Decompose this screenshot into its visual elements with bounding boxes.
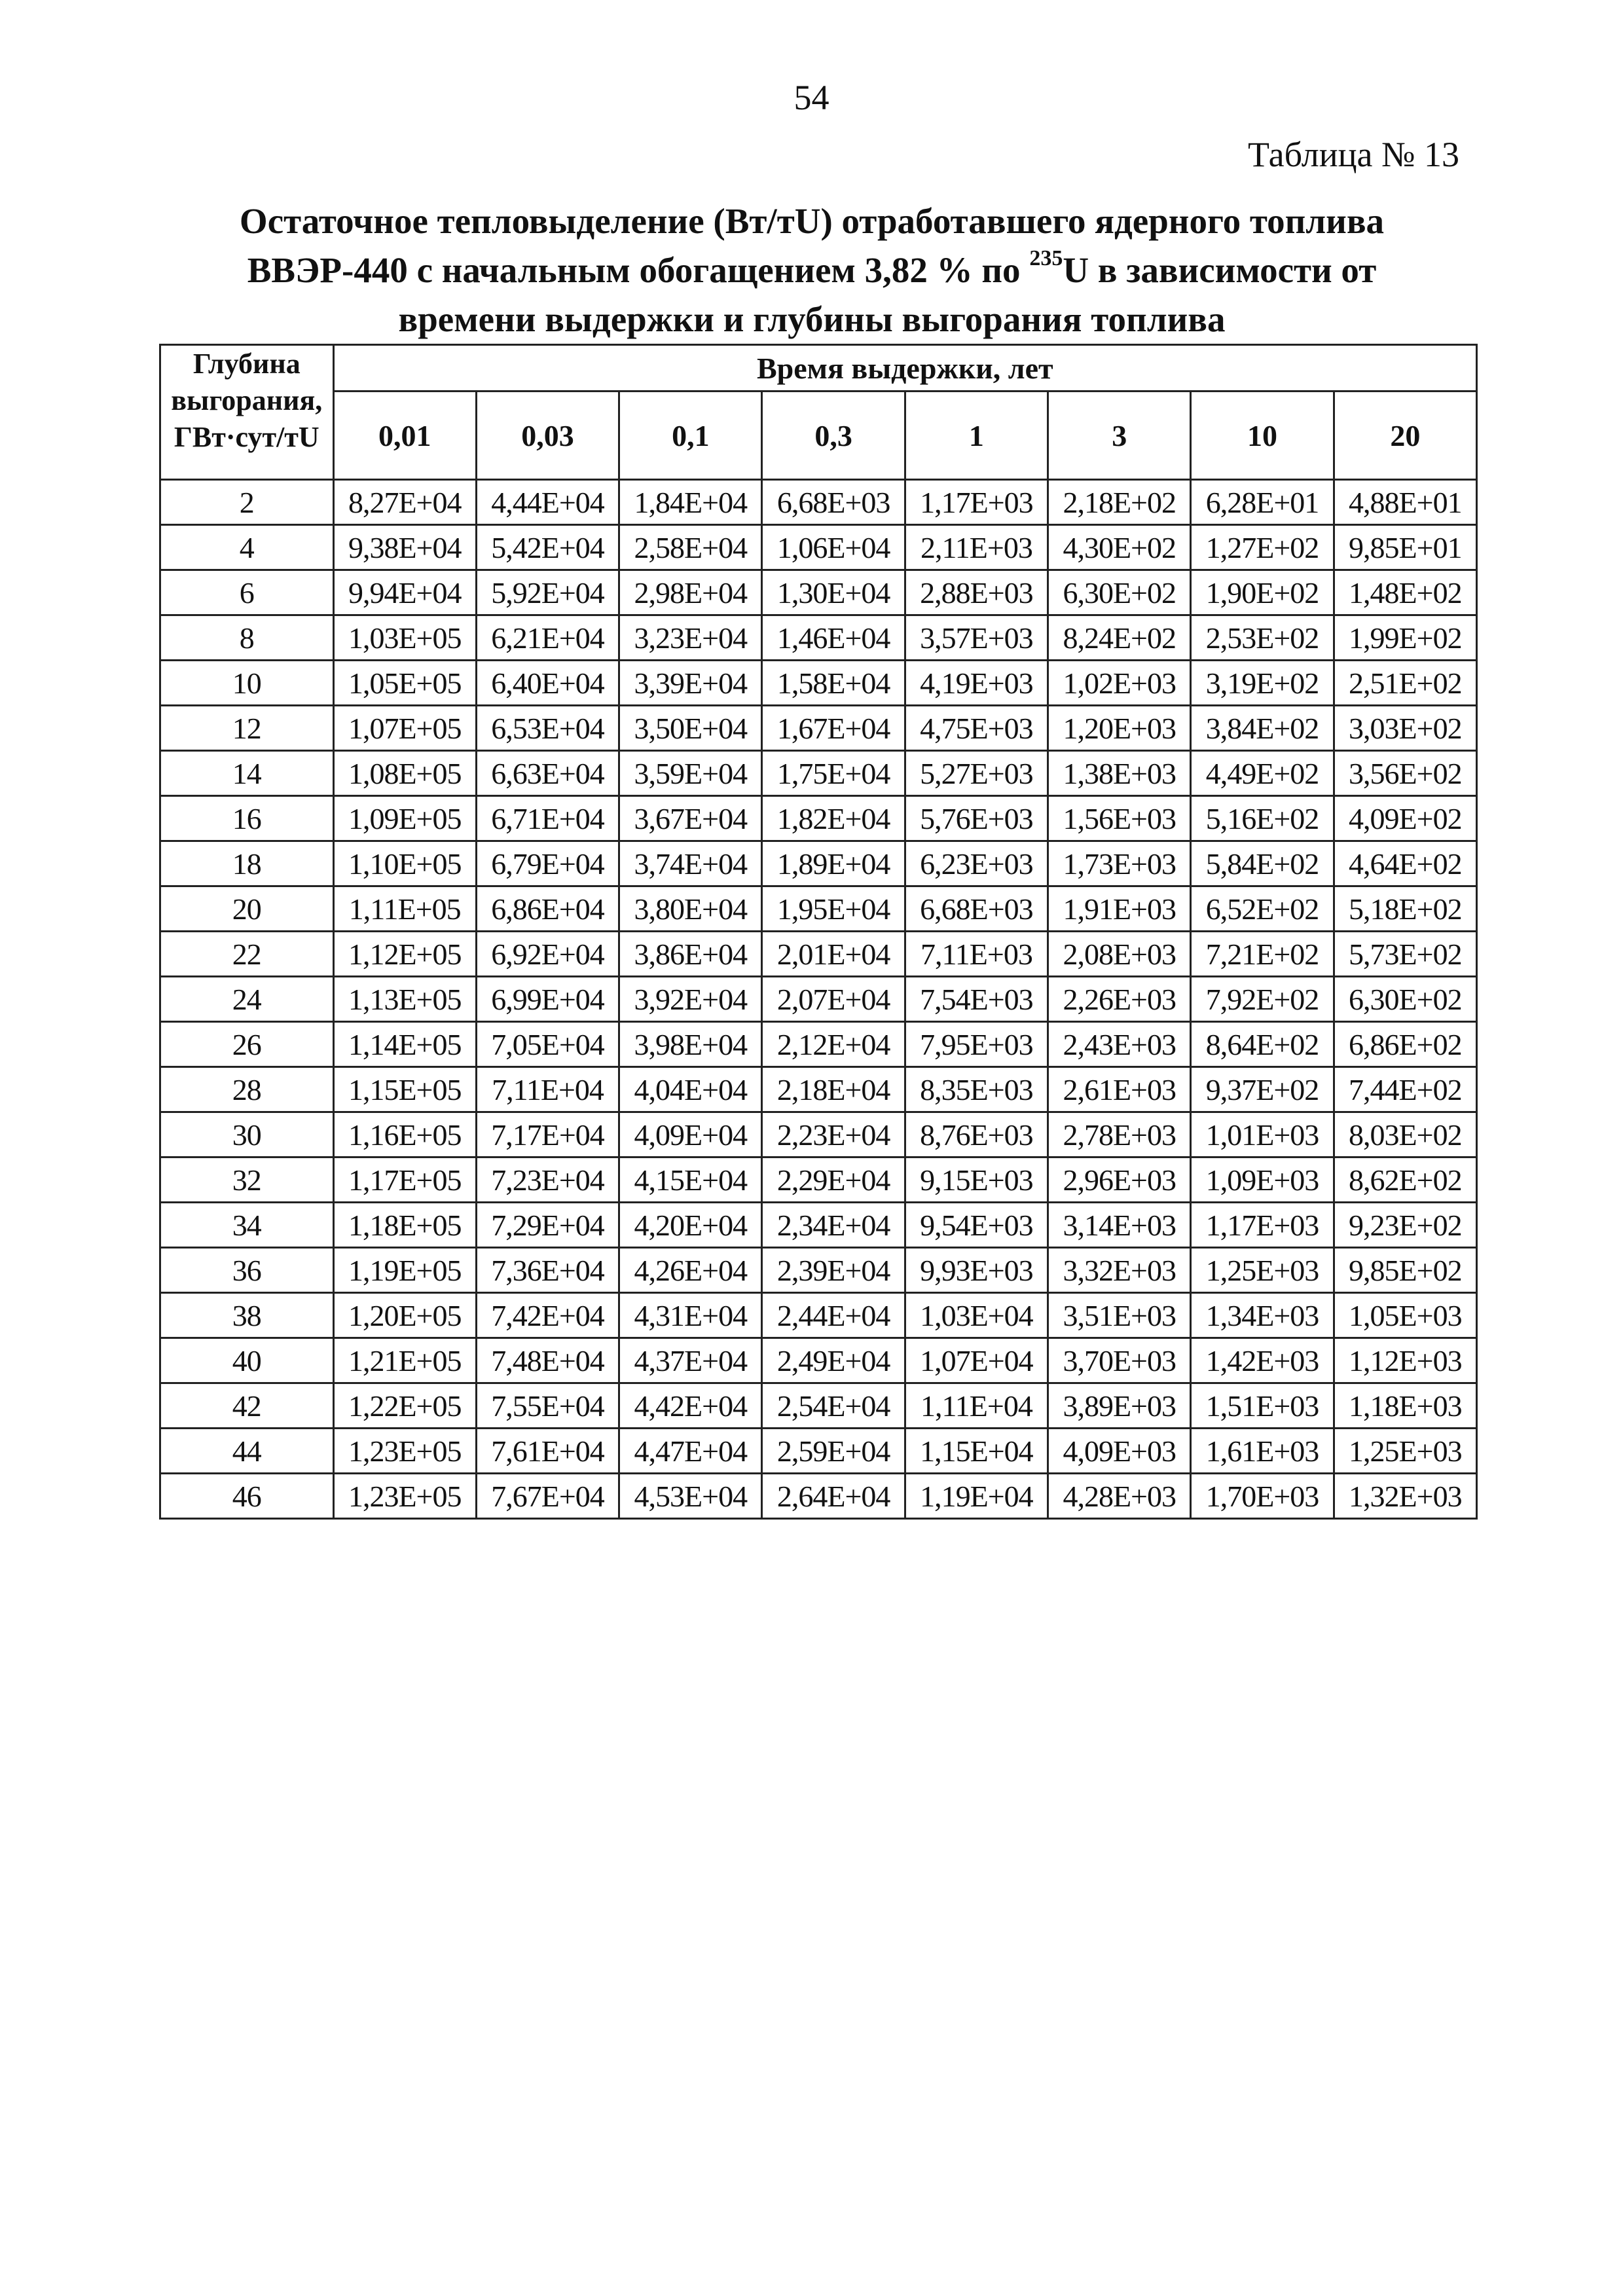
time-column-header: 0,01 — [333, 392, 476, 480]
table-row — [160, 1067, 1477, 1112]
time-column-header: 10 — [1191, 392, 1334, 480]
heat-value-cell: 1,58E+04 — [762, 661, 905, 706]
heat-value-cell: 5,16E+02 — [1191, 796, 1334, 841]
heat-value-cell: 1,42E+03 — [1191, 1338, 1334, 1383]
heat-value-cell: 1,12E+03 — [1334, 1338, 1476, 1383]
heat-value-cell: 7,23E+04 — [476, 1157, 619, 1203]
heat-value-cell: 3,89E+03 — [1048, 1383, 1191, 1429]
heat-value-cell: 3,51E+03 — [1048, 1293, 1191, 1338]
heat-value-cell: 2,64E+04 — [762, 1474, 905, 1519]
heat-value-cell: 9,38E+04 — [333, 525, 476, 570]
heat-value-cell: 9,15E+03 — [905, 1157, 1048, 1203]
heat-value-cell: 6,92E+04 — [476, 932, 619, 977]
table-label: Таблица № 13 — [1248, 135, 1459, 174]
heat-value-cell: 1,02E+03 — [1048, 661, 1191, 706]
heat-value-cell: 9,93E+03 — [905, 1248, 1048, 1293]
burnup-depth-cell: 8 — [160, 615, 334, 661]
heat-value-cell: 1,48E+02 — [1334, 570, 1476, 615]
heat-value-cell: 1,90E+02 — [1191, 570, 1334, 615]
heat-value-cell: 1,75E+04 — [762, 751, 905, 796]
heat-value-cell: 2,01E+04 — [762, 932, 905, 977]
heat-value-cell: 6,53E+04 — [476, 706, 619, 751]
heat-value-cell: 2,58E+04 — [619, 525, 762, 570]
heat-value-cell: 2,49E+04 — [762, 1338, 905, 1383]
heat-value-cell: 1,34E+03 — [1191, 1293, 1334, 1338]
heat-value-cell: 7,55E+04 — [476, 1383, 619, 1429]
heat-value-cell: 6,21E+04 — [476, 615, 619, 661]
heat-value-cell: 3,57E+03 — [905, 615, 1048, 661]
table-row — [160, 615, 1477, 661]
heat-value-cell: 9,54E+03 — [905, 1203, 1048, 1248]
heat-value-cell: 1,91E+03 — [1048, 886, 1191, 932]
burnup-depth-cell: 32 — [160, 1157, 334, 1203]
heat-value-cell: 7,44E+02 — [1334, 1067, 1476, 1112]
time-column-header: 0,1 — [619, 392, 762, 480]
table-row — [160, 706, 1477, 751]
heat-value-cell: 1,25E+03 — [1334, 1429, 1476, 1474]
heat-value-cell: 1,03E+05 — [333, 615, 476, 661]
heat-value-cell: 9,94E+04 — [333, 570, 476, 615]
heat-value-cell: 7,48E+04 — [476, 1338, 619, 1383]
heat-value-cell: 1,18E+05 — [333, 1203, 476, 1248]
heat-value-cell: 5,18E+02 — [1334, 886, 1476, 932]
heat-value-cell: 6,68E+03 — [905, 886, 1048, 932]
burnup-depth-cell: 26 — [160, 1022, 334, 1067]
heat-value-cell: 7,67E+04 — [476, 1474, 619, 1519]
heat-value-cell: 1,25E+03 — [1191, 1248, 1334, 1293]
heat-value-cell: 1,84E+04 — [619, 480, 762, 525]
table-row — [160, 1429, 1477, 1474]
heat-value-cell: 1,17E+05 — [333, 1157, 476, 1203]
burnup-depth-cell: 44 — [160, 1429, 334, 1474]
heat-value-cell: 6,40E+04 — [476, 661, 619, 706]
heat-value-cell: 2,26E+03 — [1048, 977, 1191, 1022]
heat-value-cell: 1,70E+03 — [1191, 1474, 1334, 1519]
heat-value-cell: 1,19E+04 — [905, 1474, 1048, 1519]
heat-value-cell: 3,19E+02 — [1191, 661, 1334, 706]
burnup-header-line-2: выгорания, — [171, 384, 323, 416]
heat-value-cell: 1,16E+05 — [333, 1112, 476, 1157]
heat-value-cell: 7,21E+02 — [1191, 932, 1334, 977]
heat-value-cell: 6,28E+01 — [1191, 480, 1334, 525]
heat-value-cell: 1,03E+04 — [905, 1293, 1048, 1338]
table-row — [160, 977, 1477, 1022]
heat-value-cell: 4,20E+04 — [619, 1203, 762, 1248]
heat-value-cell: 4,09E+04 — [619, 1112, 762, 1157]
heat-value-cell: 2,11E+03 — [905, 525, 1048, 570]
burnup-depth-cell: 12 — [160, 706, 334, 751]
heat-value-cell: 4,64E+02 — [1334, 841, 1476, 886]
table-row — [160, 1157, 1477, 1203]
heat-value-cell: 1,46E+04 — [762, 615, 905, 661]
isotope-superscript: 235 — [1029, 246, 1063, 270]
heat-value-cell: 2,78E+03 — [1048, 1112, 1191, 1157]
burnup-depth-header — [160, 345, 334, 480]
time-column-header: 3 — [1048, 392, 1191, 480]
heat-value-cell: 2,44E+04 — [762, 1293, 905, 1338]
heat-value-cell: 3,70E+03 — [1048, 1338, 1191, 1383]
heat-value-cell: 4,75E+03 — [905, 706, 1048, 751]
burnup-depth-cell: 36 — [160, 1248, 334, 1293]
header-row-2 — [160, 392, 1477, 480]
heat-value-cell: 6,30E+02 — [1334, 977, 1476, 1022]
table-row — [160, 525, 1477, 570]
heat-value-cell: 7,42E+04 — [476, 1293, 619, 1338]
heat-value-cell: 8,27E+04 — [333, 480, 476, 525]
heat-value-cell: 4,88E+01 — [1334, 480, 1476, 525]
table-row — [160, 1338, 1477, 1383]
heat-value-cell: 6,71E+04 — [476, 796, 619, 841]
heat-value-cell: 6,30E+02 — [1048, 570, 1191, 615]
burnup-depth-cell: 4 — [160, 525, 334, 570]
heat-value-cell: 9,85E+02 — [1334, 1248, 1476, 1293]
table-row — [160, 480, 1477, 525]
heat-value-cell: 3,98E+04 — [619, 1022, 762, 1067]
heat-value-cell: 1,05E+05 — [333, 661, 476, 706]
heat-value-cell: 4,28E+03 — [1048, 1474, 1191, 1519]
heat-value-cell: 5,73E+02 — [1334, 932, 1476, 977]
heat-value-cell: 1,12E+05 — [333, 932, 476, 977]
heat-value-cell: 2,39E+04 — [762, 1248, 905, 1293]
burnup-depth-cell: 14 — [160, 751, 334, 796]
heat-value-cell: 1,20E+03 — [1048, 706, 1191, 751]
heat-value-cell: 1,09E+03 — [1191, 1157, 1334, 1203]
table-row — [160, 570, 1477, 615]
heat-value-cell: 1,20E+05 — [333, 1293, 476, 1338]
heat-value-cell: 9,23E+02 — [1334, 1203, 1476, 1248]
table-row — [160, 1203, 1477, 1248]
time-column-header: 1 — [905, 392, 1048, 480]
heat-value-cell: 5,84E+02 — [1191, 841, 1334, 886]
heat-value-cell: 8,76E+03 — [905, 1112, 1048, 1157]
heat-value-cell: 3,67E+04 — [619, 796, 762, 841]
heat-value-cell: 2,18E+04 — [762, 1067, 905, 1112]
table-row — [160, 841, 1477, 886]
heat-value-cell: 2,53E+02 — [1191, 615, 1334, 661]
table-row — [160, 1022, 1477, 1067]
heat-value-cell: 1,01E+03 — [1191, 1112, 1334, 1157]
heat-value-cell: 8,64E+02 — [1191, 1022, 1334, 1067]
heat-value-cell: 7,92E+02 — [1191, 977, 1334, 1022]
heat-value-cell: 3,84E+02 — [1191, 706, 1334, 751]
heat-value-cell: 7,36E+04 — [476, 1248, 619, 1293]
heat-value-cell: 1,73E+03 — [1048, 841, 1191, 886]
heat-value-cell: 2,96E+03 — [1048, 1157, 1191, 1203]
heat-value-cell: 1,32E+03 — [1334, 1474, 1476, 1519]
heat-value-cell: 4,31E+04 — [619, 1293, 762, 1338]
heat-value-cell: 4,09E+02 — [1334, 796, 1476, 841]
burnup-depth-cell: 34 — [160, 1203, 334, 1248]
heat-value-cell: 4,44E+04 — [476, 480, 619, 525]
table-row — [160, 932, 1477, 977]
heat-value-cell: 1,30E+04 — [762, 570, 905, 615]
heat-value-cell: 1,89E+04 — [762, 841, 905, 886]
time-column-header: 0,3 — [762, 392, 905, 480]
burnup-depth-cell: 40 — [160, 1338, 334, 1383]
heat-value-cell: 6,99E+04 — [476, 977, 619, 1022]
burnup-header-line-3: ГВт·сут/тU — [173, 421, 319, 453]
heat-value-cell: 1,23E+05 — [333, 1474, 476, 1519]
table-row — [160, 1248, 1477, 1293]
heat-value-cell: 7,29E+04 — [476, 1203, 619, 1248]
heat-value-cell: 7,61E+04 — [476, 1429, 619, 1474]
heat-value-cell: 9,37E+02 — [1191, 1067, 1334, 1112]
burnup-depth-cell: 46 — [160, 1474, 334, 1519]
heat-value-cell: 3,14E+03 — [1048, 1203, 1191, 1248]
burnup-depth-cell: 10 — [160, 661, 334, 706]
heat-value-cell: 6,79E+04 — [476, 841, 619, 886]
heat-value-cell: 1,17E+03 — [1191, 1203, 1334, 1248]
burnup-depth-cell: 28 — [160, 1067, 334, 1112]
heat-value-cell: 4,49E+02 — [1191, 751, 1334, 796]
heat-value-cell: 2,88E+03 — [905, 570, 1048, 615]
heat-value-cell: 1,15E+05 — [333, 1067, 476, 1112]
burnup-header-line-1: Глубина — [192, 348, 301, 380]
heat-value-cell: 3,50E+04 — [619, 706, 762, 751]
heat-value-cell: 2,12E+04 — [762, 1022, 905, 1067]
heat-value-cell: 2,61E+03 — [1048, 1067, 1191, 1112]
heat-value-cell: 1,23E+05 — [333, 1429, 476, 1474]
table-row — [160, 1383, 1477, 1429]
heat-value-cell: 3,39E+04 — [619, 661, 762, 706]
heat-value-cell: 7,54E+03 — [905, 977, 1048, 1022]
heat-value-cell: 2,29E+04 — [762, 1157, 905, 1203]
heat-value-cell: 2,54E+04 — [762, 1383, 905, 1429]
heat-value-cell: 2,51E+02 — [1334, 661, 1476, 706]
heat-value-cell: 1,11E+04 — [905, 1383, 1048, 1429]
heat-value-cell: 3,74E+04 — [619, 841, 762, 886]
time-column-header: 20 — [1334, 392, 1476, 480]
heat-value-cell: 2,18E+02 — [1048, 480, 1191, 525]
table-row — [160, 661, 1477, 706]
heat-value-cell: 8,35E+03 — [905, 1067, 1048, 1112]
cooling-time-header: Время выдержки, лет — [333, 345, 1476, 392]
title-line-2-end: U в зависимости от — [1063, 250, 1377, 290]
table-row — [160, 886, 1477, 932]
heat-value-cell: 5,92E+04 — [476, 570, 619, 615]
heat-value-cell: 1,82E+04 — [762, 796, 905, 841]
heat-value-cell: 1,56E+03 — [1048, 796, 1191, 841]
heat-value-cell: 2,43E+03 — [1048, 1022, 1191, 1067]
heat-value-cell: 1,99E+02 — [1334, 615, 1476, 661]
heat-value-cell: 1,14E+05 — [333, 1022, 476, 1067]
table-row — [160, 1112, 1477, 1157]
heat-value-cell: 6,23E+03 — [905, 841, 1048, 886]
heat-value-cell: 1,07E+05 — [333, 706, 476, 751]
heat-value-cell: 1,27E+02 — [1191, 525, 1334, 570]
burnup-depth-cell: 30 — [160, 1112, 334, 1157]
table-body — [160, 480, 1477, 1519]
table-row — [160, 1293, 1477, 1338]
heat-value-cell: 9,85E+01 — [1334, 525, 1476, 570]
heat-value-cell: 3,59E+04 — [619, 751, 762, 796]
heat-value-cell: 3,03E+02 — [1334, 706, 1476, 751]
heat-value-cell: 1,15E+04 — [905, 1429, 1048, 1474]
heat-value-cell: 1,10E+05 — [333, 841, 476, 886]
heat-value-cell: 1,51E+03 — [1191, 1383, 1334, 1429]
heat-value-cell: 2,07E+04 — [762, 977, 905, 1022]
heat-value-cell: 4,19E+03 — [905, 661, 1048, 706]
header-row-1 — [160, 345, 1477, 392]
heat-value-cell: 6,68E+03 — [762, 480, 905, 525]
heat-value-cell: 5,42E+04 — [476, 525, 619, 570]
heat-value-cell: 4,53E+04 — [619, 1474, 762, 1519]
heat-value-cell: 4,47E+04 — [619, 1429, 762, 1474]
heat-value-cell: 1,21E+05 — [333, 1338, 476, 1383]
heat-value-cell: 8,03E+02 — [1334, 1112, 1476, 1157]
table-row — [160, 796, 1477, 841]
heat-value-cell: 4,15E+04 — [619, 1157, 762, 1203]
heat-value-cell: 1,18E+03 — [1334, 1383, 1476, 1429]
heat-value-cell: 1,07E+04 — [905, 1338, 1048, 1383]
heat-value-cell: 3,86E+04 — [619, 932, 762, 977]
heat-value-cell: 4,09E+03 — [1048, 1429, 1191, 1474]
burnup-depth-cell: 38 — [160, 1293, 334, 1338]
heat-value-cell: 1,95E+04 — [762, 886, 905, 932]
heat-value-cell: 7,17E+04 — [476, 1112, 619, 1157]
heat-value-cell: 8,24E+02 — [1048, 615, 1191, 661]
burnup-depth-cell: 42 — [160, 1383, 334, 1429]
burnup-depth-cell: 20 — [160, 886, 334, 932]
heat-value-cell: 5,76E+03 — [905, 796, 1048, 841]
burnup-depth-cell: 24 — [160, 977, 334, 1022]
heat-value-cell: 1,05E+03 — [1334, 1293, 1476, 1338]
heat-value-cell: 1,61E+03 — [1191, 1429, 1334, 1474]
time-column-header: 0,03 — [476, 392, 619, 480]
burnup-depth-cell: 2 — [160, 480, 334, 525]
heat-value-cell: 6,86E+04 — [476, 886, 619, 932]
heat-release-table — [159, 344, 1478, 1520]
page-number: 54 — [793, 78, 830, 117]
heat-value-cell: 1,13E+05 — [333, 977, 476, 1022]
heat-value-cell: 1,06E+04 — [762, 525, 905, 570]
heat-value-cell: 6,52E+02 — [1191, 886, 1334, 932]
heat-value-cell: 4,30E+02 — [1048, 525, 1191, 570]
heat-value-cell: 1,38E+03 — [1048, 751, 1191, 796]
heat-value-cell: 7,11E+04 — [476, 1067, 619, 1112]
table-row — [160, 751, 1477, 796]
heat-value-cell: 1,19E+05 — [333, 1248, 476, 1293]
heat-value-cell: 1,17E+03 — [905, 480, 1048, 525]
heat-value-cell: 2,59E+04 — [762, 1429, 905, 1474]
burnup-depth-cell: 16 — [160, 796, 334, 841]
heat-value-cell: 3,80E+04 — [619, 886, 762, 932]
heat-value-cell: 3,23E+04 — [619, 615, 762, 661]
heat-value-cell: 4,37E+04 — [619, 1338, 762, 1383]
burnup-depth-cell: 22 — [160, 932, 334, 977]
title-line-3: времени выдержки и глубины выгорания топлива — [398, 299, 1226, 339]
heat-value-cell: 8,62E+02 — [1334, 1157, 1476, 1203]
title-line-2-start: ВВЭР-440 с начальным обогащением 3,82 % по — [247, 250, 1030, 290]
title-line-1: Остаточное тепловыделение (Вт/тU) отработавшего ядерного топлива — [239, 201, 1385, 241]
heat-value-cell: 2,08E+03 — [1048, 932, 1191, 977]
heat-value-cell: 7,11E+03 — [905, 932, 1048, 977]
heat-value-cell: 4,04E+04 — [619, 1067, 762, 1112]
heat-value-cell: 1,09E+05 — [333, 796, 476, 841]
table-row — [160, 1474, 1477, 1519]
title-line-2 — [157, 246, 1467, 295]
heat-value-cell: 5,27E+03 — [905, 751, 1048, 796]
heat-value-cell: 3,56E+02 — [1334, 751, 1476, 796]
heat-value-cell: 1,22E+05 — [333, 1383, 476, 1429]
heat-value-cell: 6,86E+02 — [1334, 1022, 1476, 1067]
heat-value-cell: 1,11E+05 — [333, 886, 476, 932]
heat-value-cell: 2,98E+04 — [619, 570, 762, 615]
heat-value-cell: 7,95E+03 — [905, 1022, 1048, 1067]
burnup-depth-cell: 18 — [160, 841, 334, 886]
heat-value-cell: 3,92E+04 — [619, 977, 762, 1022]
burnup-depth-cell: 6 — [160, 570, 334, 615]
heat-value-cell: 6,63E+04 — [476, 751, 619, 796]
heat-value-cell: 1,08E+05 — [333, 751, 476, 796]
heat-value-cell: 1,67E+04 — [762, 706, 905, 751]
heat-value-cell: 2,34E+04 — [762, 1203, 905, 1248]
heat-value-cell: 3,32E+03 — [1048, 1248, 1191, 1293]
heat-value-cell: 4,42E+04 — [619, 1383, 762, 1429]
table-title — [157, 196, 1467, 344]
heat-value-cell: 2,23E+04 — [762, 1112, 905, 1157]
heat-value-cell: 7,05E+04 — [476, 1022, 619, 1067]
heat-value-cell: 4,26E+04 — [619, 1248, 762, 1293]
